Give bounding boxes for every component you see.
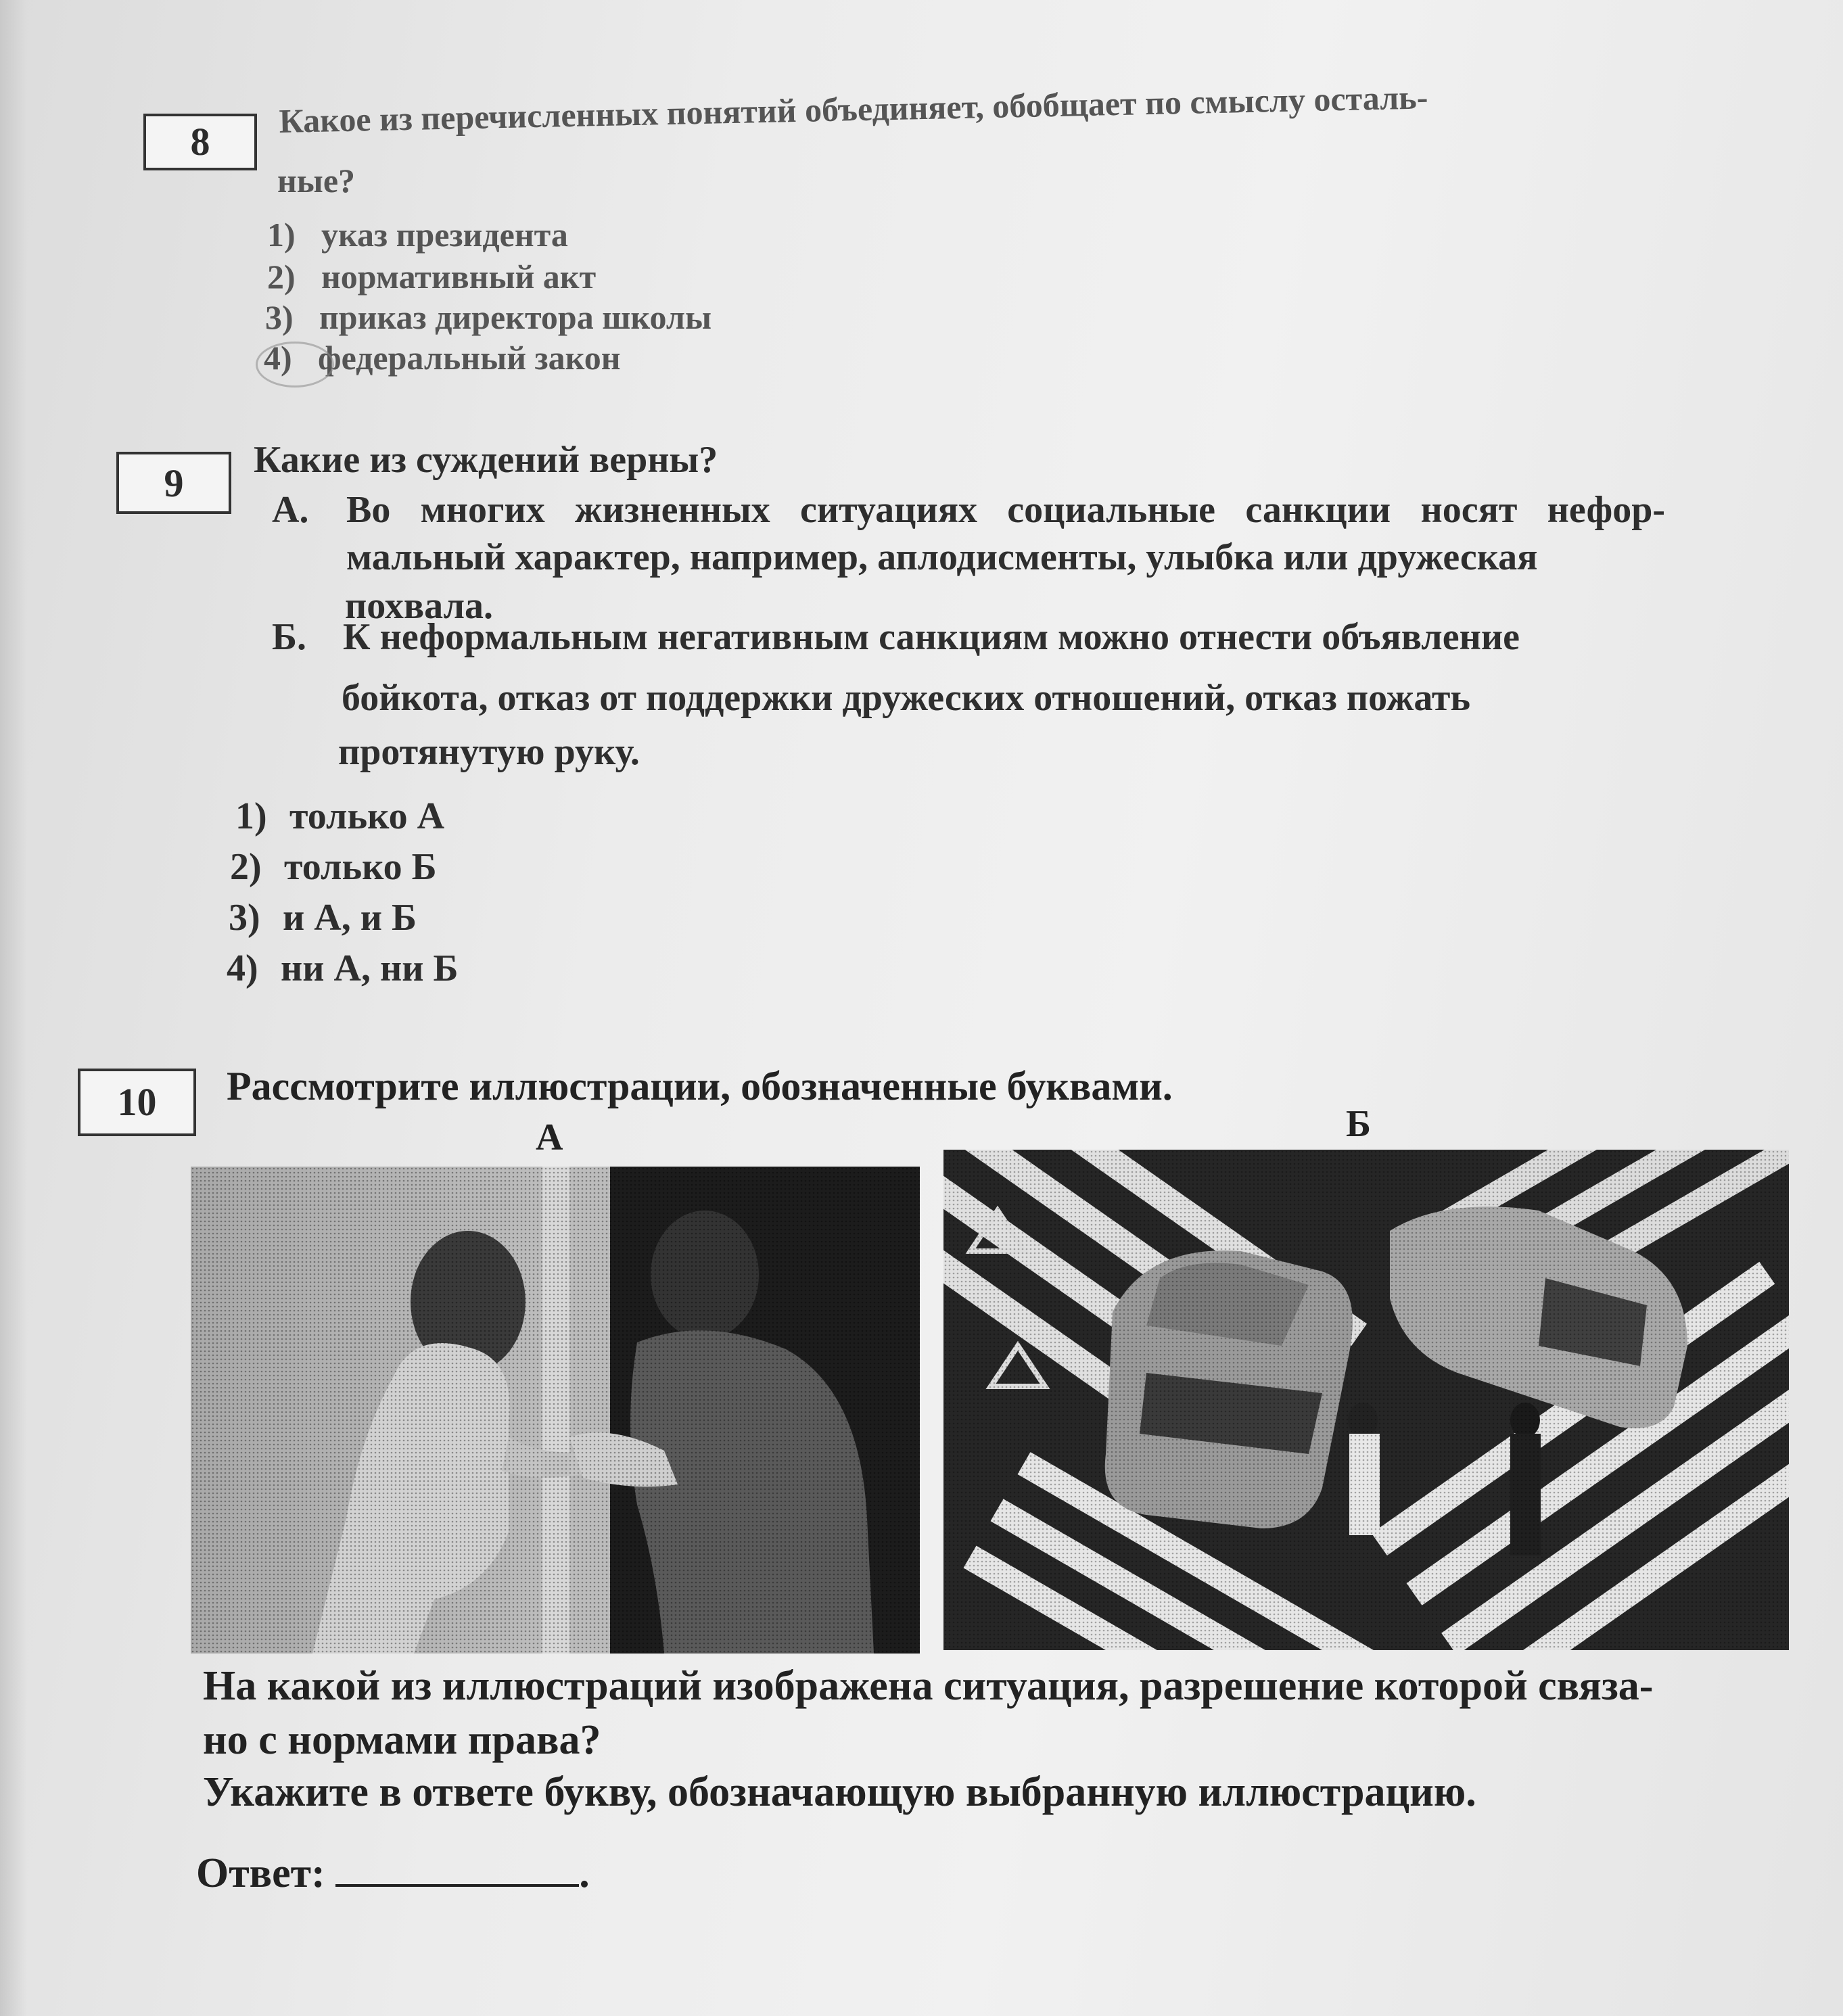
question-9-statement-b-line2: бойкота, отказ от поддержки дружеских отношений, отказ пожать <box>342 677 1471 719</box>
option-number: 3) <box>265 298 294 336</box>
question-8-number-box <box>143 114 257 170</box>
question-9-statement-b-line1 <box>272 615 1520 659</box>
question-10-instruction: Укажите в ответе букву, обозначающую выбранную иллюстрацию. <box>203 1769 1476 1815</box>
pencil-circle-mark <box>256 342 334 388</box>
option-text: только А <box>289 795 445 837</box>
page-shadow <box>0 0 27 2016</box>
option-number: 4) <box>227 947 258 989</box>
question-10-intro: Рассмотрите иллюстрации, обозначенные буквами. <box>227 1064 1173 1108</box>
question-10-number-box <box>78 1069 196 1136</box>
option-text: федеральный закон <box>318 339 621 377</box>
illustration-b-label: Б <box>1346 1103 1372 1145</box>
option-number: 3) <box>229 897 260 939</box>
answer-row <box>196 1850 590 1898</box>
question-9-statement-a-line3: похвала. <box>345 585 494 627</box>
question-9-statement-a-line1 <box>272 488 1665 532</box>
question-9-statement-a-line2: мальный характер, например, аплодисменты, улыбка или дружеская <box>346 536 1538 578</box>
statement-a-text: Во многих жизненных ситуациях социальные санкции носят нефор- <box>346 489 1665 531</box>
option-text: только Б <box>284 846 437 888</box>
question-8-text-line1: Какое из перечисленных понятий объединяет, обобщает по смыслу осталь- <box>279 78 1428 140</box>
option-number: 4) <box>264 339 292 377</box>
question-8-option-1 <box>267 215 568 254</box>
question-9-number-box <box>116 452 231 514</box>
answer-field[interactable] <box>335 1852 579 1887</box>
question-9-text: Какие из суждений верны? <box>254 439 718 481</box>
statement-a-label: А. <box>272 489 309 531</box>
question-10-text-line1: На какой из иллюстраций изображена ситуация, разрешение которой связа- <box>203 1663 1654 1709</box>
illustration-a-label: А <box>536 1117 563 1158</box>
question-8-option-3 <box>265 298 711 337</box>
option-number: 2) <box>267 258 296 296</box>
option-text: указ президента <box>321 216 568 254</box>
statement-b-label: Б. <box>272 616 307 658</box>
question-8-number: 8 <box>190 120 210 164</box>
question-9-option-2 <box>230 845 437 889</box>
option-number: 1) <box>235 795 267 837</box>
option-number: 2) <box>230 846 262 888</box>
answer-label: Ответ: <box>196 1850 325 1896</box>
question-10-number: 10 <box>117 1080 157 1124</box>
option-text: нормативный акт <box>321 258 597 296</box>
question-8-option-2 <box>267 257 596 296</box>
question-9-statement-b-line3: протянутую руку. <box>338 731 640 773</box>
illustration-a-photo <box>191 1167 920 1654</box>
question-9-option-3 <box>229 896 417 939</box>
illustration-b-photo <box>943 1150 1789 1650</box>
answer-end: . <box>579 1850 590 1896</box>
question-9-number: 9 <box>164 461 184 505</box>
illustration-b-image <box>943 1150 1789 1650</box>
option-text: приказ директора школы <box>319 298 711 336</box>
question-9-option-4 <box>227 947 459 990</box>
question-10-text-line2: но с нормами права? <box>203 1717 601 1763</box>
question-8-text-line2: ные? <box>277 162 356 200</box>
option-number: 1) <box>267 216 296 254</box>
illustration-a-image <box>191 1167 920 1654</box>
option-text: ни А, ни Б <box>281 947 459 989</box>
question-9-option-1 <box>235 795 444 838</box>
statement-b-text: К неформальным негативным санкциям можно отнести объявление <box>343 616 1520 658</box>
option-text: и А, и Б <box>283 897 417 939</box>
